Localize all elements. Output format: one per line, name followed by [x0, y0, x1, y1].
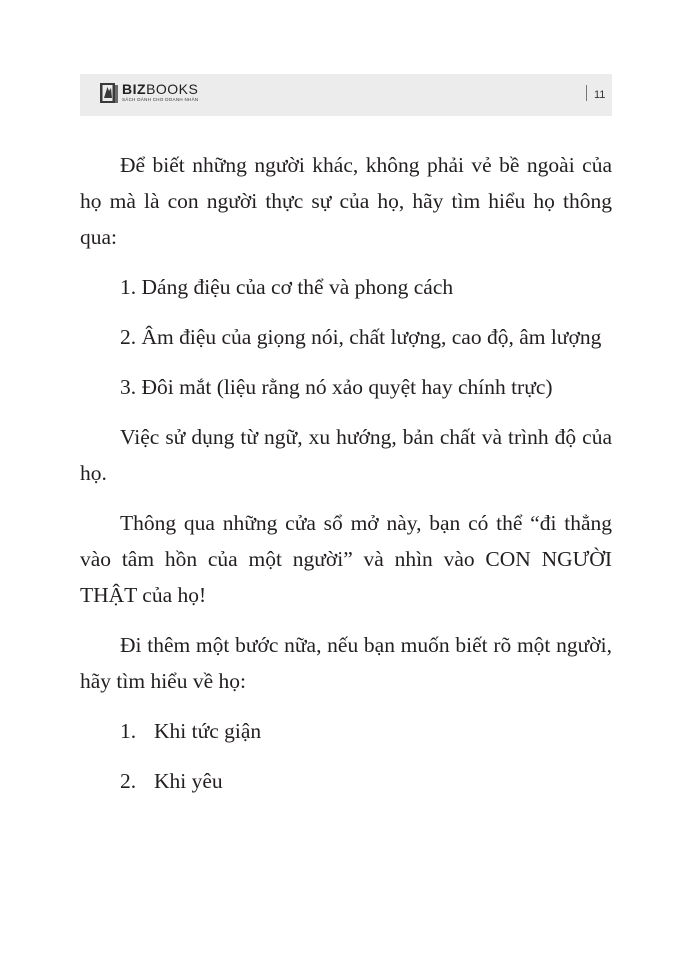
list-number: 1.	[120, 719, 137, 743]
brand-tagline: SÁCH DÀNH CHO DOANH NHÂN	[122, 97, 199, 102]
list-text: Khi yêu	[154, 769, 223, 793]
page-header	[80, 74, 612, 116]
paragraph-word-usage: Việc sử dụng từ ngữ, xu hướng, bản chất và trình độ của họ.	[80, 425, 612, 485]
bizbooks-logo	[100, 82, 198, 104]
list-item: 3. Đôi mắt (liệu rằng nó xảo quyệt hay chính trực)	[120, 375, 553, 399]
list-item: 1. Dáng điệu của cơ thể và phong cách	[120, 275, 454, 299]
list-item	[80, 763, 612, 799]
page-number: 11	[594, 89, 606, 101]
brand-name: BIZBOOKS	[122, 81, 199, 97]
paragraph-further-step: Đi thêm một bước nữa, nếu bạn muốn biết rõ một người, hãy tìm hiểu về họ:	[80, 633, 612, 693]
paragraph-windows: Thông qua những cửa sổ mở này, bạn có thể “đi thẳng vào tâm hồn của một người” và nhìn vào CON NGƯỜI THẬT của họ!	[80, 511, 612, 607]
page-body	[80, 147, 612, 813]
list-text: Khi tức giận	[154, 719, 262, 743]
paragraph-intro: Để biết những người khác, không phải vẻ bề ngoài của họ mà là con người thực sự của họ, hãy tìm hiểu họ thông qua:	[80, 153, 612, 249]
list-item: 2. Âm điệu của giọng nói, chất lượng, cao độ, âm lượng	[120, 325, 602, 349]
header-divider	[586, 85, 587, 101]
list-number: 2.	[120, 769, 137, 793]
book-logo-icon	[100, 82, 118, 104]
list-item	[80, 713, 612, 749]
